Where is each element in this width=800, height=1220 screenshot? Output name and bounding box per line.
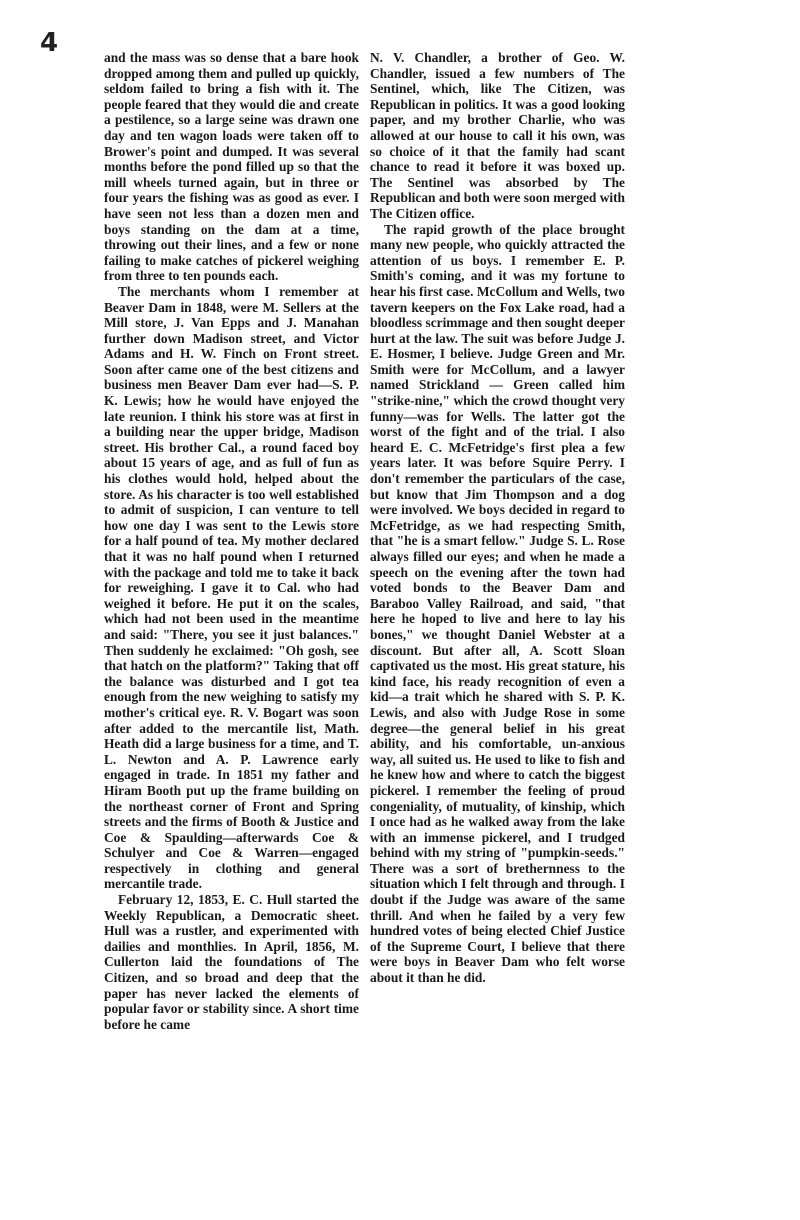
left-paragraph-2: The merchants whom I remember at Beaver Dam in 1848, were M. Sellers at the Mill store, J. Van Epps and J. Manahan further down Madison street, and Victor Adams and H. W. Finch on Front street. Soon after came one of the best citizens and business men Beaver Dam ever had—S. P. K. Lewis; how he would have enjoyed the late reunion. I think his store was at first in a building near the upper bridge, Madison street. His brother Cal., a round faced boy about 15 years of age, and as full of fun as his clothes would hold, helped about the store. As his character is too well established to admit of suspicion, I can venture to tell how one day I was sent to the Lewis store for a half pound of tea. My mother declared that it was no half pound when I returned with the package and told me to take it back for reweighing. I gave it to Cal. who had weighed it before. He put it on the scales, which had not been used in the meantime and said: "There, you see it just balances." Then suddenly he exclaimed: "Oh gosh, see that hatch on the platform?" Taking that off the balance was disturbed and I got tea enough from the new weighing to satisfy my mother's critical eye. R. V. Bogart was soon after added to the mercantile list, Math. Heath did a large business for a time, and T. L. Newton and A. P. Lawrence early engaged in trade. In 1851 my father and Hiram Booth put up the frame building on the northeast corner of Front and Spring streets and the firms of Booth & Justice and Coe & Spaulding—afterwards Coe & Schulyer and Coe & Warren—engaged respectively in clothing and general mercantile trade. (104, 283, 359, 892)
page-number: 4 (40, 28, 59, 58)
right-paragraph-1: N. V. Chandler, a brother of Geo. W. Chandler, issued a few numbers of The Sentinel, which, like The Citizen, was Republican in politics. It was a good looking paper, and my brother Charlie, who was allowed at our house to call it his own, was so choice of it that the family had scant chance to read it before it was boxed up. The Sentinel was absorbed by The Republican and both were soon merged with The Citizen office. (370, 50, 625, 221)
left-column (104, 50, 359, 1032)
right-column (370, 50, 625, 986)
right-paragraph-2: The rapid growth of the place brought many new people, who quickly attracted the attention of us boys. I remember E. P. Smith's coming, and it was my fortune to hear his first case. McCollum and Wells, two tavern keepers on the Fox Lake road, had a bloodless scrimmage and then sought deeper hurt at the law. The suit was before Judge J. E. Hosmer, I believe. Judge Green and Mr. Smith were for McCollum, and a lawyer named Strickland — Green called him "strike-nine," which the crowd thought very funny—was for Wells. The latter got the worst of the fight and of the trial. I also heard E. C. McFetridge's first plea a few years later. It was before Squire Perry. I don't remember the particulars of the case, but know that Jim Thompson and a dog were involved. We boys decided in regard to McFetridge, as we had respecting Smith, that "he is a smart fellow." Judge S. L. Rose always filled our eyes; and when he made a speech on the evening after the town had voted bonds to the Beaver Dam and Baraboo Valley Railroad, and said, "that here he hoped to live and here to lay his bones," we thought Daniel Webster at a discount. But after all, A. Scott Sloan captivated us the most. His great stature, his kind face, his ready recognition of even a kid—a trait which he shared with S. P. K. Lewis, and also with Judge Rose in some degree—the general belief in his great ability, and his comfortable, un-anxious way, all suited us. He used to like to fish and he knew how and where to catch the biggest pickerel. I remember the feeling of proud congeniality, of mutuality, of kinship, which I once had as he walked away from the lake with an immense pickerel, and I trudged behind with my string of "pumpkin-seeds." There was a sort of brethernness to the situation which I felt through and through. I doubt if the Judge was aware of the same thrill. And when he failed by a very few hundred votes of being elected Chief Justice of the Supreme Court, I believe that there were boys in Beaver Dam who felt worse about it than he did. (370, 221, 625, 986)
left-paragraph-3: February 12, 1853, E. C. Hull started the Weekly Republican, a Democratic sheet. Hull was a rustler, and experimented with dailies and monthlies. In April, 1856, M. Cullerton laid the foundations of The Citizen, and so broad and deep that the paper has never lacked the elements of popular favor or stability since. A short time before he came (104, 892, 359, 1032)
left-paragraph-1: and the mass was so dense that a bare hook dropped among them and pulled up quickly, seldom failed to bring a fish with it. The people feared that they would die and create a pestilence, so a large seine was drawn one day and ten wagon loads were taken off to Brower's point and dumped. It was several months before the pond filled up so that the mill wheels turned again, but in three or four years the fishing was as good as ever. I have seen not less than a dozen men and boys standing on the dam at a time, throwing out their lines, and a few or none failing to make catches of pickerel weighing from three to ten pounds each. (104, 50, 359, 284)
